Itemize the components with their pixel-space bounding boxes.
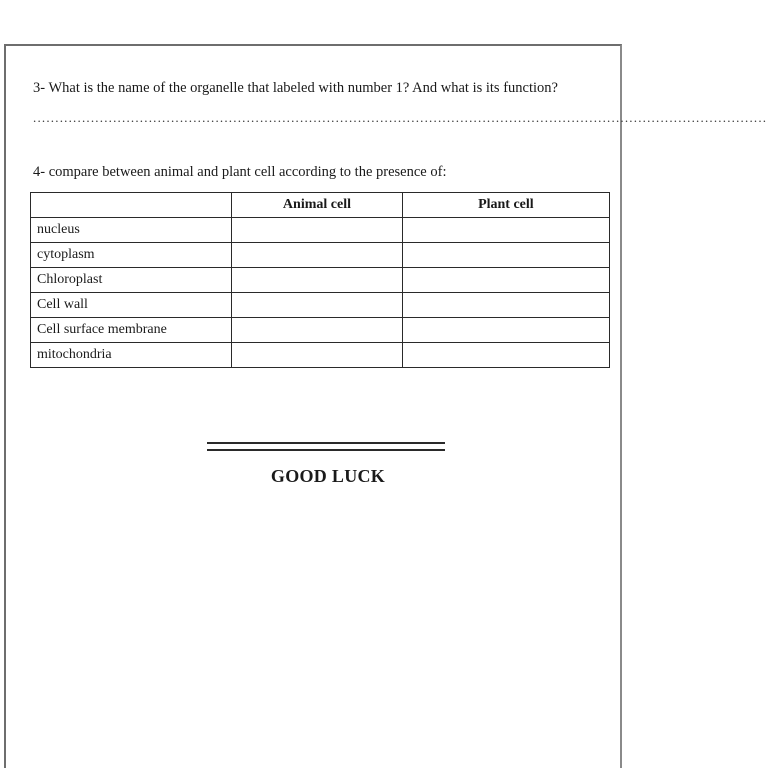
- comparison-table: [30, 192, 610, 368]
- animal-cell-answer[interactable]: [232, 218, 403, 243]
- plant-cell-answer[interactable]: [402, 218, 609, 243]
- table-row: [31, 318, 610, 343]
- question-3-answer-line[interactable]: .....................................................................................................................................................................: [33, 110, 767, 125]
- animal-cell-answer[interactable]: [232, 318, 403, 343]
- question-4-text: 4- compare between animal and plant cell according to the presence of:: [33, 164, 447, 180]
- row-label: nucleus: [31, 218, 232, 243]
- animal-cell-answer[interactable]: [232, 243, 403, 268]
- animal-cell-answer[interactable]: [232, 293, 403, 318]
- header-empty-cell: [31, 193, 232, 218]
- plant-cell-answer[interactable]: [402, 293, 609, 318]
- plant-cell-answer[interactable]: [402, 318, 609, 343]
- table-row: [31, 343, 610, 368]
- table-row: [31, 218, 610, 243]
- table-row: [31, 243, 610, 268]
- header-animal-cell: Animal cell: [232, 193, 403, 218]
- header-plant-cell: Plant cell: [402, 193, 609, 218]
- plant-cell-answer[interactable]: [402, 343, 609, 368]
- table-row: [31, 293, 610, 318]
- plant-cell-answer[interactable]: [402, 243, 609, 268]
- plant-cell-answer[interactable]: [402, 268, 609, 293]
- table-row: [31, 268, 610, 293]
- table-header-row: [31, 193, 610, 218]
- page-frame: [4, 44, 767, 768]
- row-label: Chloroplast: [31, 268, 232, 293]
- animal-cell-answer[interactable]: [232, 268, 403, 293]
- double-divider: [207, 442, 445, 451]
- row-label: cytoplasm: [31, 243, 232, 268]
- row-label: mitochondria: [31, 343, 232, 368]
- row-label: Cell surface membrane: [31, 318, 232, 343]
- question-3-text: 3- What is the name of the organelle that labeled with number 1? And what is its function?: [33, 80, 558, 96]
- closing-text: GOOD LUCK: [270, 466, 386, 486]
- row-label: Cell wall: [31, 293, 232, 318]
- animal-cell-answer[interactable]: [232, 343, 403, 368]
